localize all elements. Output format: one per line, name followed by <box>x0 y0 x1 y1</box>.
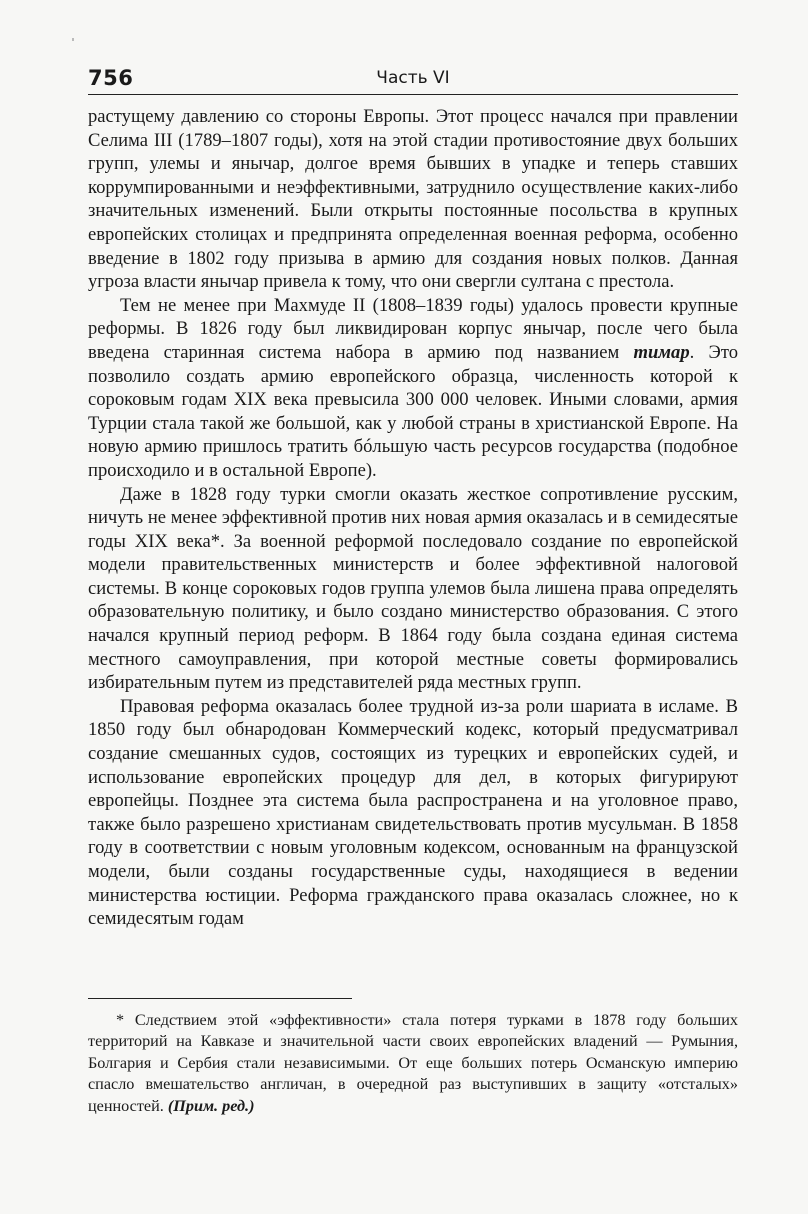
paragraph-2 <box>88 294 738 483</box>
term-timar: тимар <box>633 341 690 363</box>
footnote-divider <box>88 998 352 999</box>
editor-note-credit: (Прим. ред.) <box>167 1096 255 1115</box>
page-number: 756 <box>88 66 134 90</box>
page-header <box>88 64 738 95</box>
paragraph-4: Правовая реформа оказалась более трудной из-за роли шариата в исламе. В 1850 году был обнародован Коммерческий кодекс, который предусматривал создание смешанных судов, состоящих из турецких и европейских судей, и использование европейских процедур для дел, в которых фигурируют европейцы. Позднее эта система была распространена и на уголовное право, также было разрешено христианам свидетельствовать против мусульман. В 1858 году в соответствии с новым уголовным кодексом, основанным на французской модели, были созданы государственные суды, находящиеся в ведении министерства юстиции. Реформа гражданского права оказалась сложнее, но к семидесятым годам <box>88 695 738 930</box>
paragraph-3: Даже в 1828 году турки смогли оказать жесткое сопротивление русским, ничуть не менее эффективной против них новая армия оказалась и в семидесятые годы XIX века*. За военной реформой последовало создание по европейской модели правительственных министерств и более эффективной налоговой системы. В конце сороковых годов группа улемов была лишена права определять образовательную политику, и было создано министерство образования. С этого начался крупный период реформ. В 1864 году была создана единая система местного самоуправления, при которой местные советы формировались избирательным путем из представителей ряда местных групп. <box>88 483 738 694</box>
book-page <box>88 64 738 1115</box>
footnote-text: * Следствием этой «эффективности» стала потеря турками в 1878 году больших территорий на Кавказе и значительной части своих европейских владений — Румыния, Болгария и Сербия стали независимыми. От еще больших потерь Османскую империю спасло вмешательство англичан, в очередной раз выступивших в защиту «отсталых» ценностей. <box>88 1011 738 1115</box>
paragraph-2-start: Тем не менее при Махмуде II (1808–1839 годы) удалось провести крупные реформы. В 1826 году был ликвидирован корпус янычар, после чего была введена старинная система набора в армию под названием <box>88 294 738 363</box>
running-head: Часть VI <box>376 68 450 88</box>
main-text <box>88 105 738 931</box>
scan-speck <box>72 38 74 41</box>
paragraph-2-end: . Это позволило создать армию европейского образца, численность которой к сороковым годам XIX века превысила 300 000 человек. Иными словами, армия Турции стала такой же большой, как у любой страны в христианской Европе. На новую армию пришлось тратить бóльшую часть ресурсов государства (подобное происходило и в остальной Европе). <box>88 341 738 481</box>
footnote <box>88 1010 738 1117</box>
paragraph-1: растущему давлению со стороны Европы. Этот процесс начался при правлении Селима III (1789–1807 годы), хотя на этой стадии противостояние двух больших групп, улемы и янычар, долгое время бывших в упадке и теперь ставших коррумпированными и неэффективными, затруднило осуществление каких-либо значительных изменений. Были открыты постоянные посольства в крупных европейских столицах и предпринята определенная военная реформа, особенно введение в 1802 году призыва в армию для создания новых полков. Данная угроза власти янычар привела к тому, что они свергли султана с престола. <box>88 106 738 293</box>
